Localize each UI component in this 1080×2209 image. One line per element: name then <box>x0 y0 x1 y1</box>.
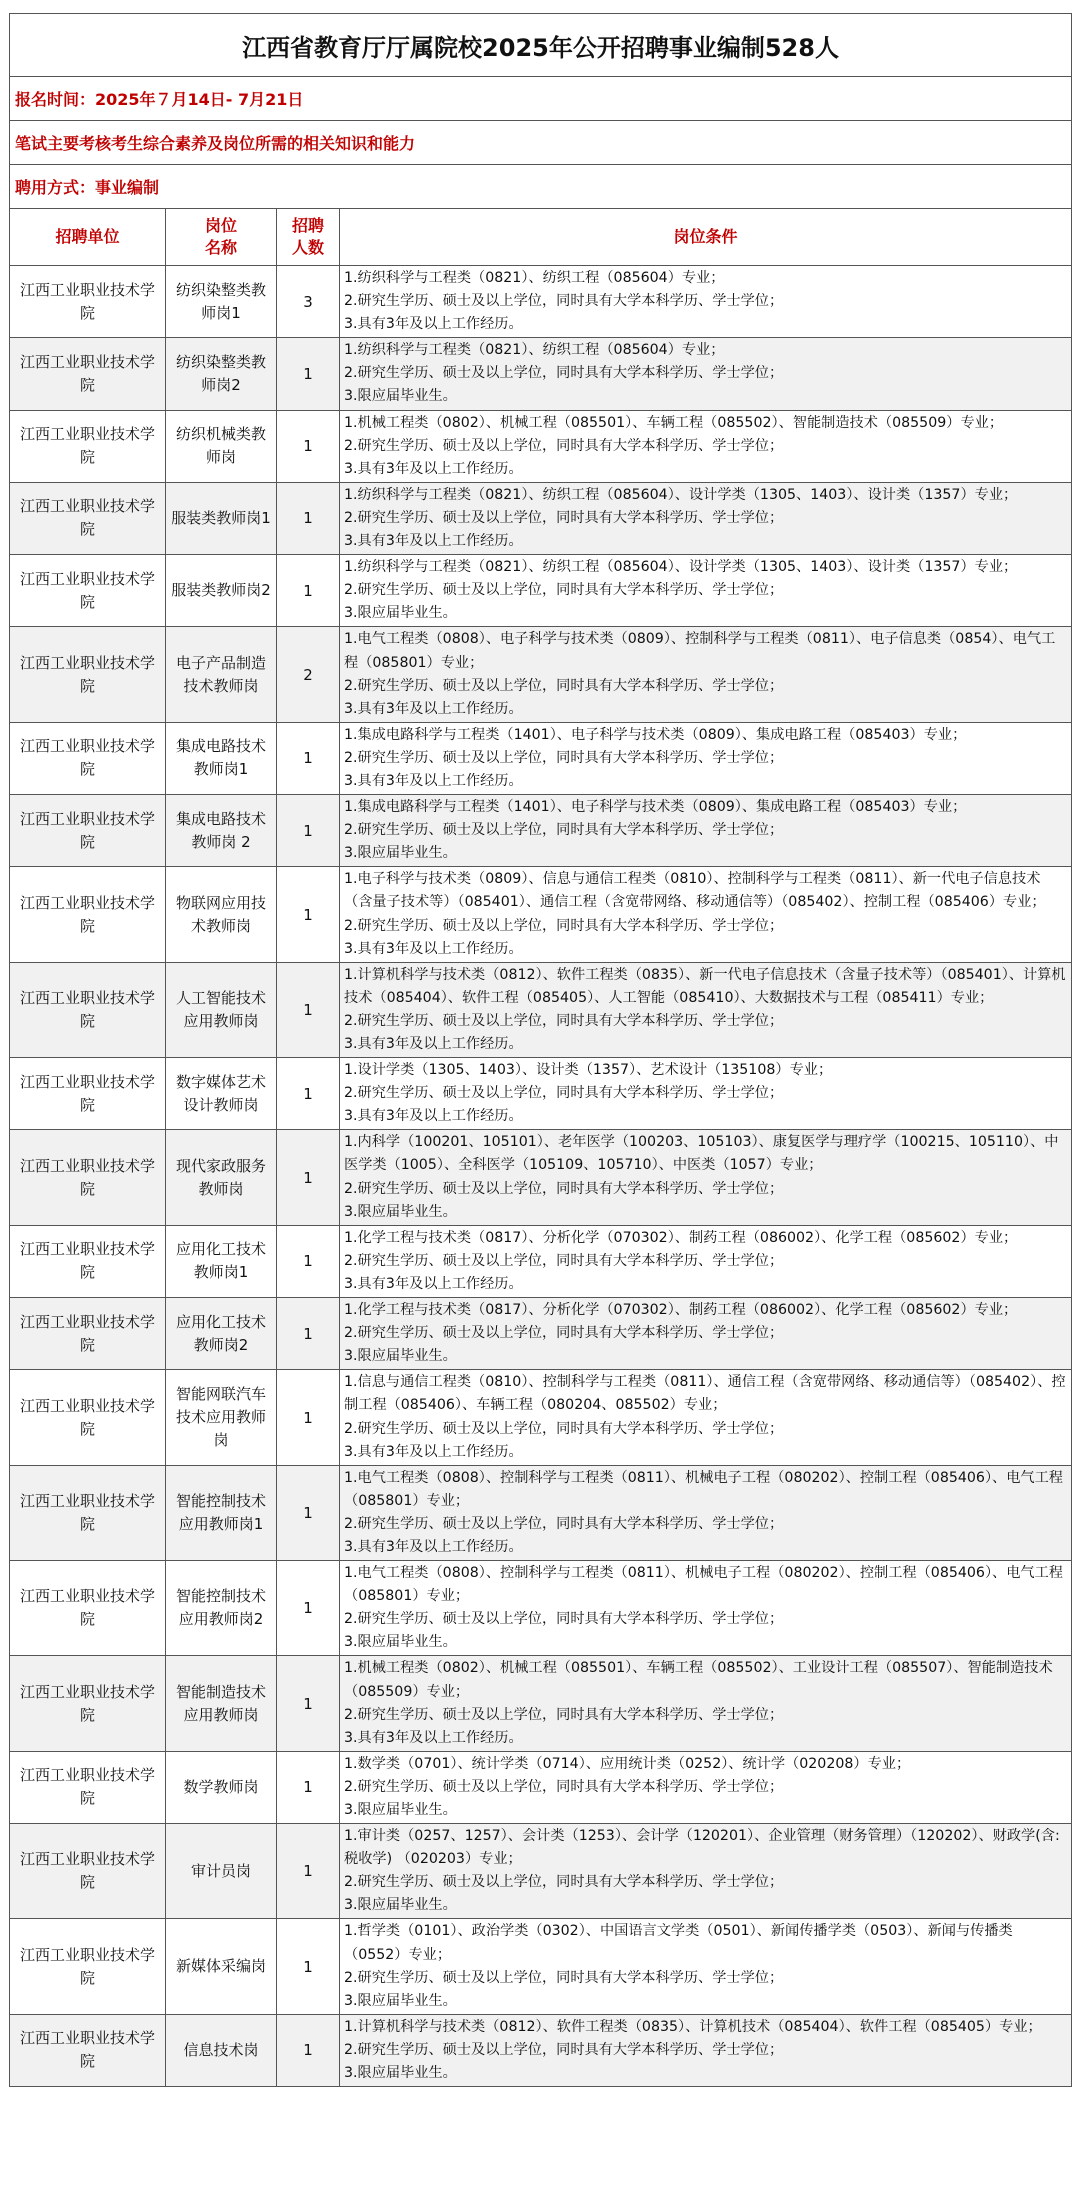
cell-position: 新媒体采编岗 <box>166 1919 277 2014</box>
cell-count: 1 <box>277 1058 340 1130</box>
condition-line: 3.具有3年及以上工作经历。 <box>344 1036 523 1052</box>
condition-line: 2.研究生学历、硕士及以上学位，同时具有大学本科学历、学士学位； <box>344 2041 784 2058</box>
hiring-method: 聘用方式：事业编制 <box>10 165 1072 209</box>
header-conditions: 岗位条件 <box>340 209 1072 266</box>
condition-line: 2.研究生学历、硕士及以上学位，同时具有大学本科学历、学士学位； <box>344 1180 784 1197</box>
header-count-text: 招聘 人数 <box>291 216 324 257</box>
cell-count: 1 <box>277 482 340 554</box>
condition-line: 3.具有3年及以上工作经历。 <box>344 700 523 717</box>
condition-line: 3.具有3年及以上工作经历。 <box>344 1729 523 1746</box>
condition-line: 1.电气工程类（0808）、控制科学与工程类（0811）、机械电子工程（080202）、控制工程（085406）、电气工程（085801）专业； <box>344 1469 1063 1509</box>
cell-unit: 江西工业职业技术学院 <box>10 1370 166 1465</box>
cell-count: 1 <box>277 1656 340 1751</box>
exam-description: 笔试主要考核考生综合素养及岗位所需的相关知识和能力 <box>10 121 1072 165</box>
cell-position: 智能控制技术应用教师岗1 <box>166 1465 277 1560</box>
cell-conditions <box>340 410 1072 482</box>
condition-line: 2.研究生学历、硕士及以上学位，同时具有大学本科学历、学士学位； <box>344 917 784 934</box>
condition-line: 2.研究生学历、硕士及以上学位，同时具有大学本科学历、学士学位； <box>344 1611 784 1628</box>
condition-line: 2.研究生学历、硕士及以上学位，同时具有大学本科学历、学士学位； <box>344 293 784 310</box>
table-row <box>10 1058 1072 1130</box>
cell-count: 1 <box>277 1370 340 1465</box>
table-row <box>10 722 1072 794</box>
condition-line: 1.纺织科学与工程类（0821）、纺织工程（085604）、设计学类（1305、1403）、设计类（1357）专业； <box>344 486 1018 503</box>
cell-conditions <box>340 555 1072 627</box>
condition-line: 3.限应届毕业生。 <box>344 388 457 405</box>
table-row <box>10 410 1072 482</box>
cell-position: 信息技术岗 <box>166 2014 277 2086</box>
condition-line: 1.信息与通信工程类（0810）、控制科学与工程类（0811）、通信工程（含宽带网络、移动通信等）（085402）、控制工程（085406）、车辆工程（080204、085502）专业； <box>344 1374 1066 1414</box>
cell-count: 1 <box>277 1130 340 1225</box>
condition-line: 3.具有3年及以上工作经历。 <box>344 1108 523 1125</box>
cell-count: 1 <box>277 338 340 410</box>
condition-line: 3.具有3年及以上工作经历。 <box>344 940 523 957</box>
condition-line: 1.设计学类（1305、1403）、设计类（1357）、艺术设计（135108）专业； <box>344 1062 833 1079</box>
condition-line: 2.研究生学历、硕士及以上学位，同时具有大学本科学历、学士学位； <box>344 437 784 454</box>
table-row <box>10 266 1072 338</box>
cell-count: 1 <box>277 867 340 962</box>
condition-line: 2.研究生学历、硕士及以上学位，同时具有大学本科学历、学士学位； <box>344 1874 784 1891</box>
cell-count: 1 <box>277 1298 340 1370</box>
cell-conditions <box>340 867 1072 962</box>
table-row <box>10 962 1072 1057</box>
cell-unit: 江西工业职业技术学院 <box>10 338 166 410</box>
condition-line: 1.数学类（0701）、统计学类（0714）、应用统计类（0252）、统计学（020208）专业； <box>344 1755 911 1772</box>
condition-line: 2.研究生学历、硕士及以上学位，同时具有大学本科学历、学士学位； <box>344 582 784 599</box>
cell-conditions <box>340 795 1072 867</box>
cell-count: 1 <box>277 1225 340 1297</box>
table-row <box>10 1130 1072 1225</box>
cell-count: 2 <box>277 627 340 722</box>
cell-position: 智能网联汽车技术应用教师岗 <box>166 1370 277 1465</box>
cell-conditions <box>340 1370 1072 1465</box>
cell-conditions <box>340 1225 1072 1297</box>
cell-unit: 江西工业职业技术学院 <box>10 962 166 1057</box>
condition-line: 1.电气工程类（0808）、电子科学与技术类（0809）、控制科学与工程类（0811）、电子信息类（0854）、电气工程（085801）专业； <box>344 631 1056 671</box>
cell-conditions <box>340 1465 1072 1560</box>
cell-unit: 江西工业职业技术学院 <box>10 2014 166 2086</box>
cell-unit: 江西工业职业技术学院 <box>10 1919 166 2014</box>
table-row <box>10 1298 1072 1370</box>
cell-conditions <box>340 627 1072 722</box>
cell-conditions <box>340 1751 1072 1823</box>
table-row <box>10 2014 1072 2086</box>
condition-line: 2.研究生学历、硕士及以上学位，同时具有大学本科学历、学士学位； <box>344 1706 784 1723</box>
table-row <box>10 867 1072 962</box>
condition-line: 3.具有3年及以上工作经历。 <box>344 460 523 477</box>
header-unit: 招聘单位 <box>10 209 166 266</box>
table-row <box>10 1919 1072 2014</box>
cell-count: 3 <box>277 266 340 338</box>
condition-line: 1.纺织科学与工程类（0821）、纺织工程（085604）专业； <box>344 342 725 359</box>
cell-position: 集成电路技术教师岗 2 <box>166 795 277 867</box>
cell-position: 物联网应用技术教师岗 <box>166 867 277 962</box>
cell-position: 智能控制技术应用教师岗2 <box>166 1561 277 1656</box>
condition-line: 1.集成电路科学与工程类（1401）、电子科学与技术类（0809）、集成电路工程（085403）专业； <box>344 799 967 816</box>
cell-position: 审计员岗 <box>166 1824 277 1919</box>
condition-line: 2.研究生学历、硕士及以上学位，同时具有大学本科学历、学士学位； <box>344 677 784 694</box>
cell-conditions <box>340 1824 1072 1919</box>
cell-unit: 江西工业职业技术学院 <box>10 1561 166 1656</box>
cell-unit: 江西工业职业技术学院 <box>10 1824 166 1919</box>
condition-line: 3.具有3年及以上工作经历。 <box>344 1538 523 1555</box>
cell-count: 1 <box>277 1919 340 2014</box>
condition-line: 2.研究生学历、硕士及以上学位，同时具有大学本科学历、学士学位； <box>344 1012 784 1029</box>
cell-conditions <box>340 722 1072 794</box>
cell-unit: 江西工业职业技术学院 <box>10 1751 166 1823</box>
condition-line: 2.研究生学历、硕士及以上学位，同时具有大学本科学历、学士学位； <box>344 1325 784 1342</box>
table-row <box>10 795 1072 867</box>
condition-line: 3.限应届毕业生。 <box>344 1348 457 1365</box>
cell-unit: 江西工业职业技术学院 <box>10 1465 166 1560</box>
cell-position: 应用化工技术教师岗2 <box>166 1298 277 1370</box>
cell-position: 服装类教师岗2 <box>166 555 277 627</box>
condition-line: 1.化学工程与技术类（0817）、分析化学（070302）、制药工程（086002）、化学工程（085602）专业； <box>344 1302 1018 1319</box>
condition-line: 2.研究生学历、硕士及以上学位，同时具有大学本科学历、学士学位； <box>344 749 784 766</box>
cell-unit: 江西工业职业技术学院 <box>10 795 166 867</box>
cell-count: 1 <box>277 722 340 794</box>
condition-line: 1.哲学类（0101）、政治学类（0302）、中国语言文学类（0501）、新闻传播学类（0503）、新闻与传播类（0552）专业； <box>344 1923 1013 1963</box>
condition-line: 1.计算机科学与技术类（0812）、软件工程类（0835）、新一代电子信息技术（含量子技术等）（085401）、计算机技术（085404）、软件工程（085405）、人工智能（085410）、大数据技术与工程（085411）专业； <box>344 966 1066 1006</box>
cell-position: 应用化工技术教师岗1 <box>166 1225 277 1297</box>
condition-line: 1.机械工程类（0802）、机械工程（085501）、车辆工程（085502）、工业设计工程（085507）、智能制造技术（085509）专业； <box>344 1660 1053 1700</box>
cell-conditions <box>340 338 1072 410</box>
cell-position: 纺织机械类教师岗 <box>166 410 277 482</box>
condition-line: 2.研究生学历、硕士及以上学位，同时具有大学本科学历、学士学位； <box>344 1778 784 1795</box>
cell-count: 1 <box>277 1561 340 1656</box>
condition-line: 3.限应届毕业生。 <box>344 1634 457 1651</box>
table-row <box>10 338 1072 410</box>
condition-line: 2.研究生学历、硕士及以上学位，同时具有大学本科学历、学士学位； <box>344 1085 784 1102</box>
cell-position: 电子产品制造技术教师岗 <box>166 627 277 722</box>
condition-line: 1.计算机科学与技术类（0812）、软件工程类（0835）、计算机技术（085404）、软件工程（085405）专业； <box>344 2018 1042 2035</box>
cell-unit: 江西工业职业技术学院 <box>10 482 166 554</box>
table-row <box>10 1561 1072 1656</box>
cell-conditions <box>340 266 1072 338</box>
cell-count: 1 <box>277 410 340 482</box>
condition-line: 1.内科学（100201、105101）、老年医学（100203、105103）、康复医学与理疗学（100215、105110）、中医学类（1005）、全科医学（105109、105710）、中医类（1057）专业； <box>344 1134 1059 1174</box>
table-row <box>10 1751 1072 1823</box>
registration-time: 报名时间：2025年７月14日- 7月21日 <box>10 77 1072 121</box>
condition-line: 2.研究生学历、硕士及以上学位，同时具有大学本科学历、学士学位； <box>344 1420 784 1437</box>
cell-position: 人工智能技术应用教师岗 <box>166 962 277 1057</box>
cell-unit: 江西工业职业技术学院 <box>10 1298 166 1370</box>
cell-unit: 江西工业职业技术学院 <box>10 1058 166 1130</box>
cell-unit: 江西工业职业技术学院 <box>10 410 166 482</box>
header-position <box>166 209 277 266</box>
cell-position: 数字媒体艺术设计教师岗 <box>166 1058 277 1130</box>
cell-conditions <box>340 1298 1072 1370</box>
cell-conditions <box>340 962 1072 1057</box>
header-count <box>277 209 340 266</box>
condition-line: 1.审计类（0257、1257）、会计类（1253）、会计学（120201）、企业管理（财务管理）（120202）、财政学(含:税收学) （020203）专业； <box>344 1828 1060 1868</box>
cell-position: 现代家政服务教师岗 <box>166 1130 277 1225</box>
condition-line: 1.化学工程与技术类（0817）、分析化学（070302）、制药工程（086002）、化学工程（085602）专业； <box>344 1229 1018 1246</box>
cell-conditions <box>340 1919 1072 2014</box>
condition-line: 1.纺织科学与工程类（0821）、纺织工程（085604）专业； <box>344 270 725 286</box>
condition-line: 3.限应届毕业生。 <box>344 605 457 622</box>
condition-line: 3.具有3年及以上工作经历。 <box>344 772 523 789</box>
table-row <box>10 1225 1072 1297</box>
condition-line: 2.研究生学历、硕士及以上学位，同时具有大学本科学历、学士学位； <box>344 1969 784 1986</box>
condition-line: 3.限应届毕业生。 <box>344 1897 457 1914</box>
condition-line: 3.具有3年及以上工作经历。 <box>344 1275 523 1292</box>
condition-line: 1.纺织科学与工程类（0821）、纺织工程（085604）、设计学类（1305、1403）、设计类（1357）专业； <box>344 559 1018 576</box>
condition-line: 3.限应届毕业生。 <box>344 1203 457 1220</box>
table-body <box>10 266 1072 2087</box>
cell-conditions <box>340 1130 1072 1225</box>
cell-count: 1 <box>277 2014 340 2086</box>
header-position-text: 岗位 名称 <box>204 216 237 257</box>
table-row <box>10 482 1072 554</box>
cell-count: 1 <box>277 795 340 867</box>
table-row <box>10 1370 1072 1465</box>
condition-line: 3.限应届毕业生。 <box>344 2065 457 2082</box>
condition-line: 2.研究生学历、硕士及以上学位，同时具有大学本科学历、学士学位； <box>344 1252 784 1269</box>
condition-line: 1.集成电路科学与工程类（1401）、电子科学与技术类（0809）、集成电路工程（085403）专业； <box>344 726 967 743</box>
cell-position: 纺织染整类教师岗2 <box>166 338 277 410</box>
condition-line: 1.电子科学与技术类（0809）、信息与通信工程类（0810）、控制科学与工程类（0811）、新一代电子信息技术（含量子技术等）（085401）、通信工程（含宽带网络、移动通信等）（085402）、控制工程（085406）专业； <box>344 871 1046 911</box>
recruitment-table <box>9 13 1072 2087</box>
condition-line: 1.电气工程类（0808）、控制科学与工程类（0811）、机械电子工程（080202）、控制工程（085406）、电气工程（085801）专业； <box>344 1565 1063 1605</box>
table-row <box>10 1824 1072 1919</box>
cell-unit: 江西工业职业技术学院 <box>10 1656 166 1751</box>
cell-position: 服装类教师岗1 <box>166 482 277 554</box>
cell-count: 1 <box>277 1751 340 1823</box>
cell-count: 1 <box>277 962 340 1057</box>
cell-position: 集成电路技术教师岗1 <box>166 722 277 794</box>
cell-position: 纺织染整类教师岗1 <box>166 266 277 338</box>
cell-count: 1 <box>277 1824 340 1919</box>
cell-unit: 江西工业职业技术学院 <box>10 867 166 962</box>
cell-unit: 江西工业职业技术学院 <box>10 1130 166 1225</box>
condition-line: 2.研究生学历、硕士及以上学位，同时具有大学本科学历、学士学位； <box>344 822 784 839</box>
cell-count: 1 <box>277 555 340 627</box>
condition-line: 2.研究生学历、硕士及以上学位，同时具有大学本科学历、学士学位； <box>344 365 784 382</box>
cell-unit: 江西工业职业技术学院 <box>10 627 166 722</box>
table-row <box>10 1656 1072 1751</box>
cell-conditions <box>340 482 1072 554</box>
cell-unit: 江西工业职业技术学院 <box>10 555 166 627</box>
cell-position: 智能制造技术应用教师岗 <box>166 1656 277 1751</box>
condition-line: 1.机械工程类（0802）、机械工程（085501）、车辆工程（085502）、智能制造技术（085509）专业； <box>344 414 1004 431</box>
condition-line: 2.研究生学历、硕士及以上学位，同时具有大学本科学历、学士学位； <box>344 509 784 526</box>
condition-line: 2.研究生学历、硕士及以上学位，同时具有大学本科学历、学士学位； <box>344 1515 784 1532</box>
cell-unit: 江西工业职业技术学院 <box>10 722 166 794</box>
cell-count: 1 <box>277 1465 340 1560</box>
condition-line: 3.限应届毕业生。 <box>344 1992 457 2009</box>
cell-conditions <box>340 1058 1072 1130</box>
cell-conditions <box>340 1561 1072 1656</box>
condition-line: 3.具有3年及以上工作经历。 <box>344 316 523 333</box>
page-title: 江西省教育厅厅属院校2025年公开招聘事业编制528人 <box>10 14 1072 77</box>
condition-line: 3.限应届毕业生。 <box>344 845 457 862</box>
condition-line: 3.具有3年及以上工作经历。 <box>344 1443 523 1460</box>
cell-conditions <box>340 1656 1072 1751</box>
cell-unit: 江西工业职业技术学院 <box>10 1225 166 1297</box>
condition-line: 3.具有3年及以上工作经历。 <box>344 533 523 550</box>
table-row <box>10 555 1072 627</box>
condition-line: 3.限应届毕业生。 <box>344 1802 457 1818</box>
cell-conditions <box>340 2014 1072 2086</box>
table-row <box>10 1465 1072 1560</box>
cell-position: 数学教师岗 <box>166 1751 277 1823</box>
table-row <box>10 627 1072 722</box>
cell-unit: 江西工业职业技术学院 <box>10 266 166 338</box>
